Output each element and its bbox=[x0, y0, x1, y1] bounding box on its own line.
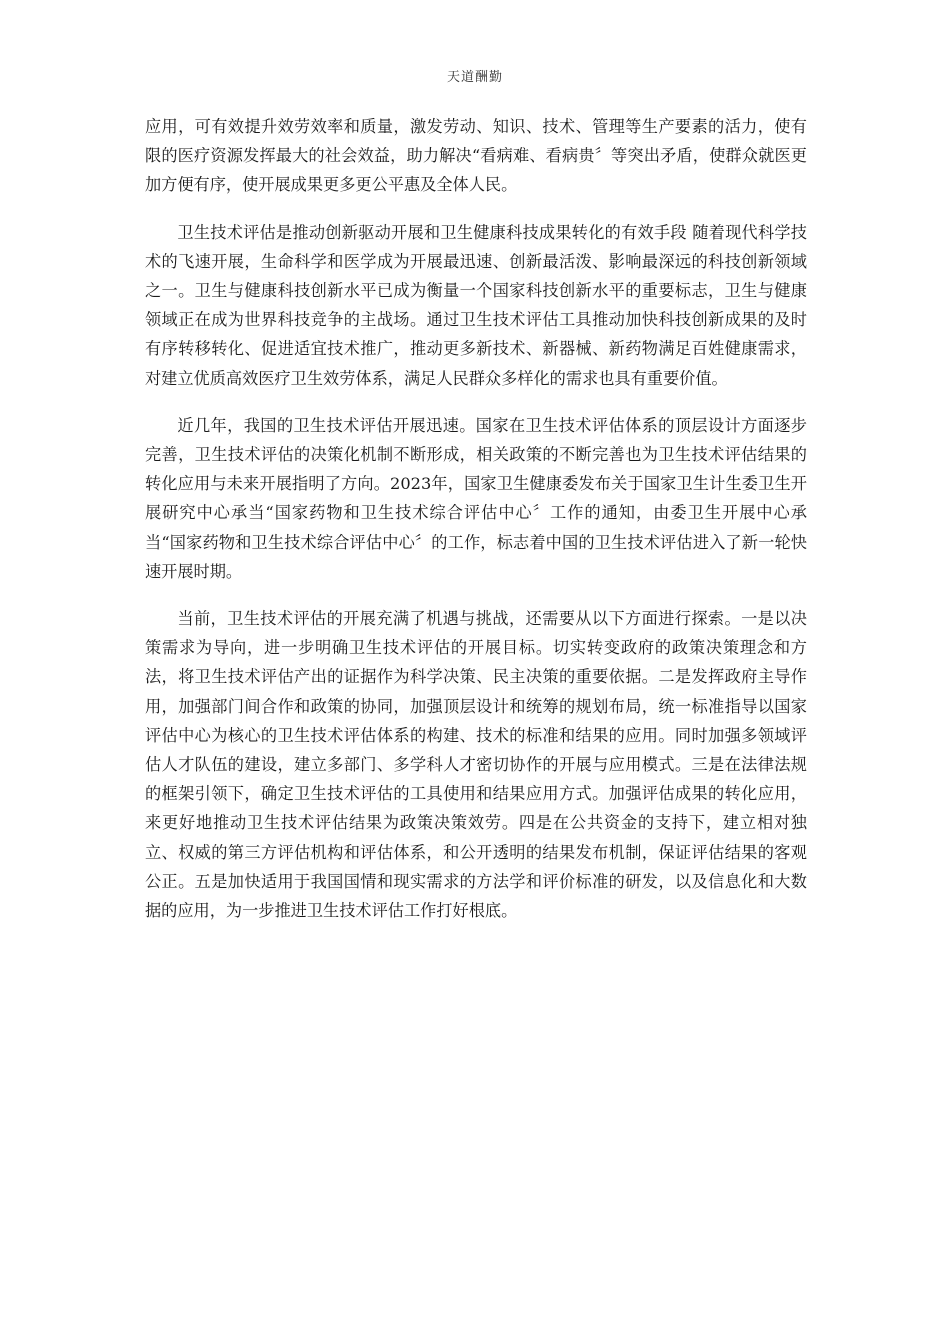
paragraph-2: 卫生技术评估是推动创新驱动开展和卫生健康科技成果转化的有效手段 随着现代科学技术的飞速开展，生命科学和医学成为开展最迅速、创新最活泼、影响最深远的科技创新领域之一。卫生与健康科技创新水平已成为衡量一个国家科技创新水平的重要标志，卫生与健康领域正在成为世界科技竞争的主战场。通过卫生技术评估工具推动加快科技创新成果的及时有序转移转化、促进适宜技术推广，推动更多新技术、新器械、新药物满足百姓健康需求，对建立优质高效医疗卫生效劳体系，满足人民群众多样化的需求也具有重要价值。 bbox=[145, 222, 807, 388]
paragraph-4: 当前，卫生技术评估的开展充满了机遇与挑战，还需要从以下方面进行探索。一是以决策需求为导向，进一步明确卫生技术评估的开展目标。切实转变政府的政策决策理念和方法，将卫生技术评估产出的证据作为科学决策、民主决策的重要依据。二是发挥政府主导作用，加强部门间合作和政策的协同，加强顶层设计和统筹的规划布局，统一标准指导以国家评估中心为核心的卫生技术评估体系的构建、技术的标准和结果的应用。同时加强多领域评估人才队伍的建设，建立多部门、多学科人才密切协作的开展与应用模式。三是在法律法规的框架引领下，确定卫生技术评估的工具使用和结果应用方式。加强评估成果的转化应用，来更好地推动卫生技术评估结果为政策决策效劳。四是在公共资金的支持下，建立相对独立、权威的第三方评估机构和评估体系，和公开透明的结果发布机制，保证评估结果的客观公正。五是加快适用于我国国情和现实需求的方法学和评价标准的研发，以及信息化和大数据的应用，为一步推进卫生技术评估工作打好根底。 bbox=[145, 609, 807, 921]
page-header: 天道酬勤 bbox=[446, 70, 503, 85]
document-body bbox=[145, 112, 807, 943]
paragraph-3: 近几年，我国的卫生技术评估开展迅速。国家在卫生技术评估体系的顶层设计方面逐步完善，卫生技术评估的决策化机制不断形成，相关政策的不断完善也为卫生技术评估结果的转化应用与未来开展指明了方向。2023年，国家卫生健康委发布关于国家卫生计生委卫生开展研究中心承当“国家药物和卫生技术综合评估中心〞工作的通知，由委卫生开展中心承当“国家药物和卫生技术综合评估中心〞的工作，标志着中国的卫生技术评估进入了新一轮快速开展时期。 bbox=[145, 415, 807, 581]
paragraph-1: 应用，可有效提升效劳效率和质量，激发劳动、知识、技术、管理等生产要素的活力，使有限的医疗资源发挥最大的社会效益，助力解决“看病难、看病贵〞等突出矛盾，使群众就医更加方便有序，使开展成果更多更公平惠及全体人民。 bbox=[145, 117, 807, 195]
